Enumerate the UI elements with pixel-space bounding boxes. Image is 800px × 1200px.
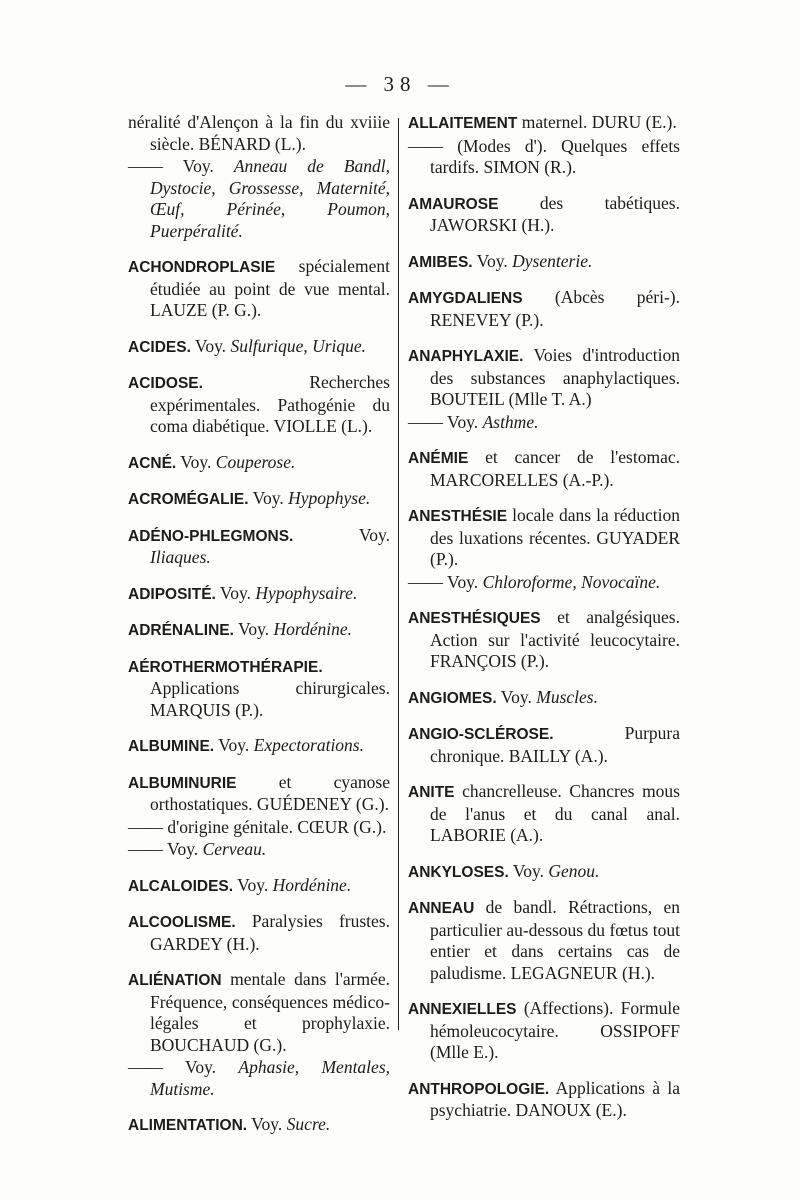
sub-entry-text: —— Voy. bbox=[408, 411, 483, 432]
sub-entry bbox=[128, 816, 390, 839]
entry-text: Purpura chronique. BAILLY (A.). bbox=[430, 723, 680, 766]
sub-entry bbox=[408, 411, 680, 434]
index-entry bbox=[408, 781, 680, 847]
sub-entry bbox=[128, 839, 390, 861]
entry-heading: ANNEXIELLES bbox=[408, 1001, 517, 1018]
entry-text: Voy. bbox=[176, 451, 216, 472]
sub-entry bbox=[408, 571, 680, 594]
entry-heading: ACNÉ. bbox=[128, 454, 177, 472]
entry-heading: AMAUROSE bbox=[408, 195, 499, 213]
entry-text: Paralysies frustes. GARDEY (H.). bbox=[150, 911, 390, 954]
entry-heading: ALIMENTATION. bbox=[128, 1117, 248, 1134]
entry-heading: ADIPOSITÉ. bbox=[128, 585, 216, 603]
entry-heading: ANTHROPOLOGIE. bbox=[408, 1080, 550, 1098]
sub-entry-crossref: Anneau de Bandl, Dystocie, Grossesse, Maternité, Œuf, Périnée, Poumon, Puerpéralité. bbox=[150, 156, 390, 241]
entry-text: Voy. bbox=[293, 524, 390, 545]
entry-crossref: Sulfurique, Urique. bbox=[230, 335, 367, 356]
sub-entry-text: —— Voy. bbox=[128, 839, 203, 859]
entry-crossref: Hypophyse. bbox=[288, 488, 371, 508]
index-entry bbox=[408, 1078, 680, 1122]
entry-heading: ANGIO-SCLÉROSE. bbox=[408, 726, 554, 743]
entry-heading: ALIÉNATION bbox=[128, 972, 222, 989]
index-entry bbox=[128, 911, 390, 955]
entry-text: Voy. bbox=[496, 686, 537, 707]
index-entry bbox=[128, 969, 390, 1100]
page-number: — 38 — bbox=[345, 72, 455, 96]
entry-heading: ALBUMINE. bbox=[128, 738, 215, 755]
entry-heading: ANESTHÉSIE bbox=[408, 508, 508, 525]
entry-crossref: Expectorations. bbox=[253, 735, 364, 755]
sub-entry-crossref: Chloroforme, Novocaïne. bbox=[482, 571, 661, 592]
sub-entry-text: —— Voy. bbox=[128, 1057, 239, 1077]
sub-entry-text: —— Voy. bbox=[128, 156, 234, 176]
entry-heading: ADÉNO-PHLEGMONS. bbox=[128, 527, 294, 545]
index-entry bbox=[128, 525, 390, 569]
entry-crossref: Couperose. bbox=[215, 451, 296, 472]
entry-text: des tabétiques. JAWORSKI (H.). bbox=[430, 192, 680, 235]
sub-entry-crossref: Cerveau. bbox=[202, 839, 267, 859]
entry-heading: ANAPHYLAXIE. bbox=[408, 348, 524, 365]
index-entry bbox=[128, 336, 390, 359]
index-entry bbox=[408, 112, 680, 179]
entry-text: néralité d'Alençon à la fin du xviiie siècle. BÉNARD (L.). bbox=[128, 112, 390, 154]
entry-text: Voy. bbox=[190, 335, 231, 356]
index-entry bbox=[408, 251, 680, 274]
entry-crossref: Hordénine. bbox=[273, 619, 353, 639]
index-entry bbox=[128, 875, 390, 898]
entry-heading: ACIDOSE. bbox=[128, 375, 203, 392]
entry-text: de bandl. Rétractions, en particulier au-dessous du fœtus tout entier et dans certains cas de paludisme. LEGAGNEUR (H.). bbox=[430, 897, 680, 983]
entry-text: Recherches expérimentales. Pathogénie du coma diabétique. VIOLLE (L.). bbox=[150, 372, 390, 436]
sub-entry bbox=[128, 156, 390, 242]
entry-text: maternel. DURU (E.). bbox=[517, 112, 677, 132]
entry-text: et cyanose orthostatiques. GUÉDENEY (G.). bbox=[150, 771, 390, 814]
entry-crossref: Dysenterie. bbox=[512, 250, 593, 271]
entry-text: Applications chirurgicales. MARQUIS (P.). bbox=[150, 678, 390, 720]
index-entry bbox=[408, 723, 680, 767]
entry-heading: ACROMÉGALIE. bbox=[128, 491, 249, 508]
sub-entry-crossref: Aphasie, Mentales, Mutisme. bbox=[150, 1057, 391, 1099]
sub-entry bbox=[128, 1057, 391, 1100]
index-entry bbox=[408, 193, 680, 237]
entry-heading: ANITE bbox=[408, 784, 455, 801]
entry-heading: ANESTHÉSIQUES bbox=[408, 610, 541, 627]
sub-entry-text: —— (Modes d'). Quelques effets tardifs. SIMON (R.). bbox=[408, 135, 680, 177]
entry-heading: ALCALOIDES. bbox=[128, 877, 234, 895]
entry-heading: ANNEAU bbox=[408, 900, 475, 917]
index-entry bbox=[408, 607, 680, 673]
entry-text: Voy. bbox=[215, 582, 256, 603]
entry-text: Voy. bbox=[233, 619, 274, 639]
entry-crossref: Hypophysaire. bbox=[255, 582, 358, 603]
index-entry bbox=[128, 1114, 390, 1137]
index-entry bbox=[408, 998, 680, 1064]
index-entry bbox=[128, 619, 390, 642]
index-entry bbox=[408, 861, 680, 884]
index-entry bbox=[128, 488, 390, 511]
entry-crossref: Genou. bbox=[548, 860, 600, 881]
sub-entry bbox=[408, 135, 680, 179]
entry-text: mentale dans l'armée. Fréquence, conséquences médico-légales et prophylaxie. BOUCHAUD (G.). bbox=[150, 969, 390, 1055]
sub-entry-text: —— Voy. bbox=[408, 571, 483, 592]
index-entry bbox=[408, 447, 680, 491]
entry-text: Voy. bbox=[508, 860, 549, 881]
index-entry bbox=[128, 452, 390, 475]
entry-text: chancrelleuse. Chancres mous de l'anus et du canal anal. LABORIE (A.). bbox=[430, 781, 680, 845]
right-column bbox=[408, 112, 680, 1136]
entry-heading: ACHONDROPLASIE bbox=[128, 259, 276, 276]
entry-text: locale dans la réduction des luxations récentes. GUYADER (P.). bbox=[430, 505, 680, 569]
index-entry bbox=[128, 656, 390, 722]
entry-heading: AMIBES. bbox=[408, 253, 473, 271]
entry-heading: AMYGDALIENS bbox=[408, 290, 523, 307]
entry-heading: ALBUMINURIE bbox=[128, 774, 237, 792]
index-entry bbox=[408, 897, 680, 984]
entry-crossref: Iliaques. bbox=[150, 547, 211, 567]
index-entry bbox=[408, 345, 680, 433]
entry-text: (Abcès péri-). RENEVEY (P.). bbox=[430, 287, 680, 330]
entry-heading: ANKYLOSES. bbox=[408, 863, 509, 881]
entry-text: Voy. bbox=[248, 488, 289, 508]
index-entry bbox=[408, 505, 680, 593]
left-column bbox=[128, 112, 390, 1151]
entry-text: Voy. bbox=[247, 1114, 287, 1134]
index-entry bbox=[128, 772, 390, 861]
sub-entry-text: —— d'origine génitale. CŒUR (G.). bbox=[128, 816, 387, 837]
index-entry bbox=[128, 256, 390, 322]
entry-text: Voy. bbox=[472, 250, 513, 271]
index-entry bbox=[128, 735, 390, 758]
entry-heading: ANGIOMES. bbox=[408, 689, 497, 707]
entry-heading: ADRÉNALINE. bbox=[128, 622, 234, 639]
entry-text: (Affections). Formule hémoleucocytaire. OSSIPOFF (Mlle E.). bbox=[430, 998, 680, 1062]
index-entry bbox=[128, 583, 390, 606]
entry-text: Voies d'introduction des substances anaphylactiques. BOUTEIL (Mlle T. A.) bbox=[430, 345, 680, 409]
entry-text: Applications à la psychiatrie. DANOUX (E.). bbox=[430, 1077, 680, 1120]
entry-heading: ACIDES. bbox=[128, 338, 191, 356]
sub-entry-crossref: Asthme. bbox=[482, 411, 539, 432]
entry-crossref: Hordénine. bbox=[272, 874, 352, 895]
entry-text: et analgésiques. Action sur l'activité leucocytaire. FRANÇOIS (P.). bbox=[430, 607, 680, 671]
entry-text: et cancer de l'estomac. MARCORELLES (A.-P.). bbox=[430, 447, 680, 490]
entry-text: spécialement étudiée au point de vue mental. LAUZE (P. G.). bbox=[150, 256, 390, 320]
entry-heading: ALLAITEMENT bbox=[408, 115, 518, 132]
column-divider bbox=[398, 118, 399, 1030]
entry-heading: AÉROTHERMOTHÉRAPIE. bbox=[128, 658, 323, 676]
index-entry bbox=[408, 287, 680, 331]
index-entry bbox=[128, 372, 390, 438]
entry-text: Voy. bbox=[214, 735, 254, 755]
entry-text: Voy. bbox=[233, 874, 273, 895]
entry-crossref: Sucre. bbox=[286, 1114, 331, 1134]
index-entry bbox=[128, 112, 390, 242]
index-entry bbox=[408, 687, 680, 710]
entry-crossref: Muscles. bbox=[536, 686, 598, 707]
entry-heading: ALCOOLISME. bbox=[128, 914, 236, 931]
entry-heading: ANÉMIE bbox=[408, 450, 469, 467]
